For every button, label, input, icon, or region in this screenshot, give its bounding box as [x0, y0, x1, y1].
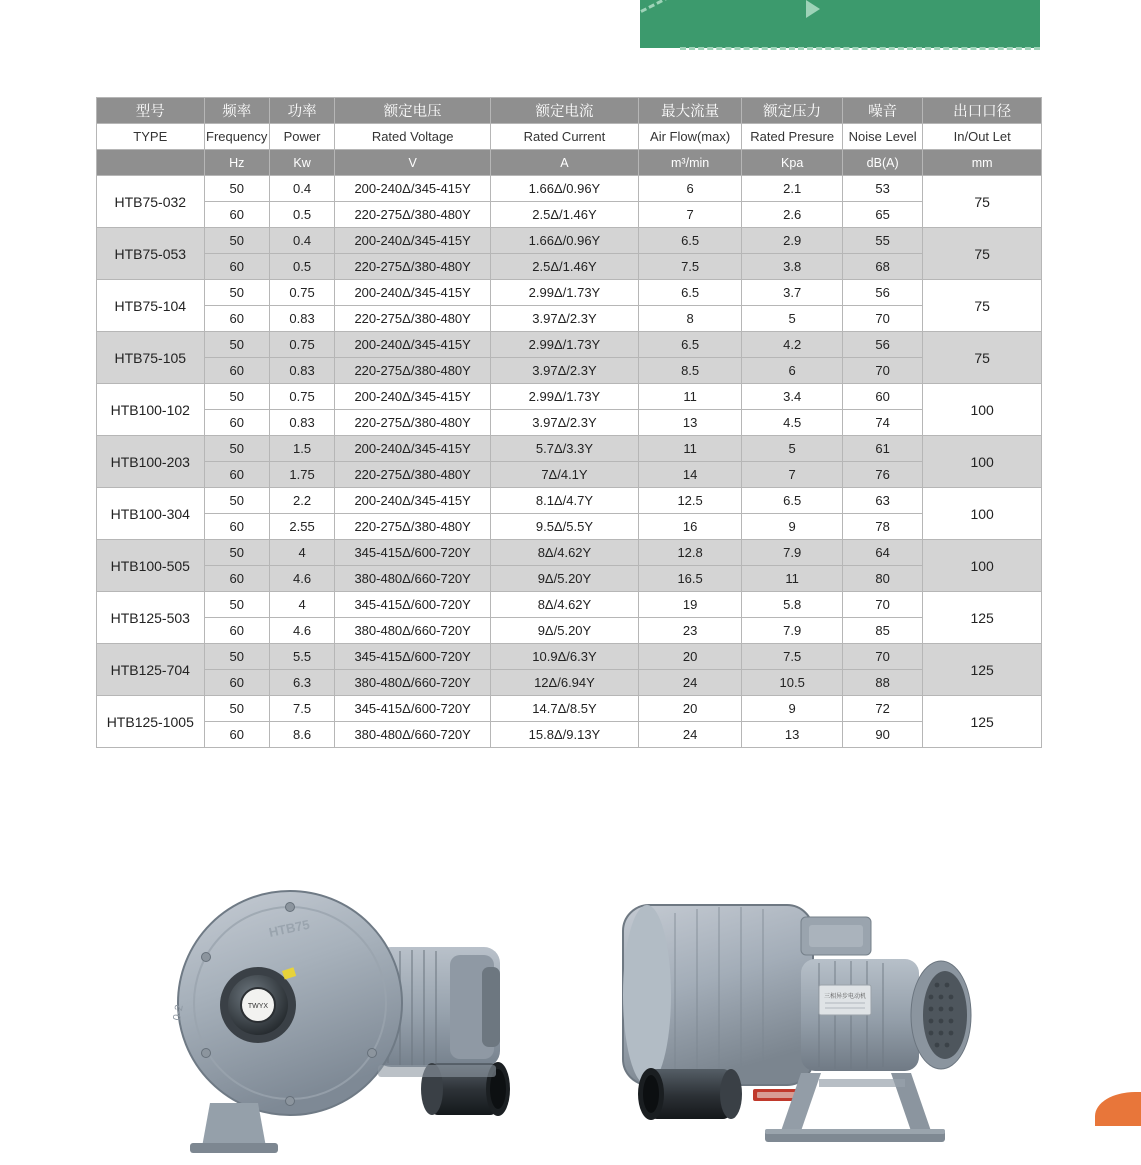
cell-pressure: 7.9	[742, 540, 843, 566]
cell-current: 12Δ/6.94Y	[491, 670, 639, 696]
left-blower-small-label: 0-2	[171, 1003, 186, 1022]
table-row	[97, 280, 1042, 306]
cell-noise: 68	[842, 254, 922, 280]
cell-airflow: 11	[638, 436, 742, 462]
table-row	[97, 176, 1042, 202]
cell-voltage: 345-415Δ/600-720Y	[335, 644, 491, 670]
cell-model: HTB100-203	[97, 436, 205, 488]
cell-frequency: 50	[204, 176, 269, 202]
cell-noise: 76	[842, 462, 922, 488]
cell-noise: 70	[842, 592, 922, 618]
header-unit-type	[97, 150, 205, 176]
cell-power: 0.75	[269, 332, 334, 358]
cell-voltage: 345-415Δ/600-720Y	[335, 696, 491, 722]
header-unit-current: A	[491, 150, 639, 176]
cell-airflow: 14	[638, 462, 742, 488]
cell-voltage: 200-240Δ/345-415Y	[335, 384, 491, 410]
cell-voltage: 380-480Δ/660-720Y	[335, 670, 491, 696]
banner-arrow-icon	[806, 0, 820, 18]
cell-pressure: 13	[742, 722, 843, 748]
cell-model: HTB100-304	[97, 488, 205, 540]
cell-current: 1.66Δ/0.96Y	[491, 176, 639, 202]
cell-noise: 65	[842, 202, 922, 228]
cell-noise: 53	[842, 176, 922, 202]
cell-frequency: 50	[204, 644, 269, 670]
cell-pressure: 4.5	[742, 410, 843, 436]
cell-pressure: 5	[742, 436, 843, 462]
cell-noise: 60	[842, 384, 922, 410]
table-row	[97, 540, 1042, 566]
cell-voltage: 200-240Δ/345-415Y	[335, 280, 491, 306]
cell-model: HTB75-105	[97, 332, 205, 384]
cell-noise: 56	[842, 280, 922, 306]
header-unit-voltage: V	[335, 150, 491, 176]
table-row	[97, 358, 1042, 384]
table-row	[97, 670, 1042, 696]
cell-pressure: 7	[742, 462, 843, 488]
table-row	[97, 566, 1042, 592]
cell-outlet: 100	[923, 540, 1042, 592]
cell-pressure: 3.4	[742, 384, 843, 410]
cell-frequency: 60	[204, 618, 269, 644]
cell-current: 3.97Δ/2.3Y	[491, 410, 639, 436]
table-row	[97, 202, 1042, 228]
cell-airflow: 19	[638, 592, 742, 618]
header-en-voltage: Rated Voltage	[335, 124, 491, 150]
cell-pressure: 6.5	[742, 488, 843, 514]
cell-model: HTB125-704	[97, 644, 205, 696]
cell-outlet: 75	[923, 176, 1042, 228]
cell-airflow: 23	[638, 618, 742, 644]
cell-current: 9.5Δ/5.5Y	[491, 514, 639, 540]
header-cn-frequency: 频率	[204, 98, 269, 124]
cell-voltage: 220-275Δ/380-480Y	[335, 254, 491, 280]
cell-power: 0.83	[269, 410, 334, 436]
cell-airflow: 8	[638, 306, 742, 332]
cell-voltage: 380-480Δ/660-720Y	[335, 722, 491, 748]
cell-frequency: 50	[204, 280, 269, 306]
cell-voltage: 345-415Δ/600-720Y	[335, 540, 491, 566]
table-row	[97, 514, 1042, 540]
cell-current: 2.5Δ/1.46Y	[491, 254, 639, 280]
table-row	[97, 384, 1042, 410]
table-row	[97, 254, 1042, 280]
cell-voltage: 200-240Δ/345-415Y	[335, 228, 491, 254]
cell-power: 4	[269, 592, 334, 618]
banner-green-panel	[640, 0, 1040, 48]
cell-power: 7.5	[269, 696, 334, 722]
cell-outlet: 75	[923, 280, 1042, 332]
cell-airflow: 16	[638, 514, 742, 540]
cell-airflow: 12.5	[638, 488, 742, 514]
cell-current: 2.99Δ/1.73Y	[491, 332, 639, 358]
cell-power: 8.6	[269, 722, 334, 748]
table-row	[97, 306, 1042, 332]
header-unit-frequency: Hz	[204, 150, 269, 176]
cell-voltage: 220-275Δ/380-480Y	[335, 202, 491, 228]
cell-frequency: 60	[204, 306, 269, 332]
cell-outlet: 100	[923, 384, 1042, 436]
cell-noise: 78	[842, 514, 922, 540]
table-row	[97, 228, 1042, 254]
cell-frequency: 60	[204, 514, 269, 540]
cell-noise: 72	[842, 696, 922, 722]
motor-nameplate-label: 三相异步电动机	[823, 994, 867, 1000]
cell-airflow: 16.5	[638, 566, 742, 592]
cell-voltage: 220-275Δ/380-480Y	[335, 514, 491, 540]
left-blower-model-label: HTB75	[267, 916, 311, 940]
cell-voltage: 220-275Δ/380-480Y	[335, 358, 491, 384]
cell-airflow: 20	[638, 696, 742, 722]
cell-voltage: 220-275Δ/380-480Y	[335, 306, 491, 332]
specification-table	[96, 97, 1042, 748]
cell-pressure: 2.1	[742, 176, 843, 202]
cell-current: 2.5Δ/1.46Y	[491, 202, 639, 228]
cell-model: HTB75-053	[97, 228, 205, 280]
cell-noise: 70	[842, 306, 922, 332]
cell-outlet: 75	[923, 228, 1042, 280]
cell-airflow: 6	[638, 176, 742, 202]
header-unit-airflow: m³/min	[638, 150, 742, 176]
cell-outlet: 100	[923, 488, 1042, 540]
cell-power: 0.5	[269, 202, 334, 228]
cell-voltage: 380-480Δ/660-720Y	[335, 618, 491, 644]
table-row	[97, 722, 1042, 748]
cell-pressure: 6	[742, 358, 843, 384]
table-header-row-english	[97, 124, 1042, 150]
cell-power: 2.2	[269, 488, 334, 514]
cell-frequency: 60	[204, 462, 269, 488]
cell-power: 4	[269, 540, 334, 566]
cell-power: 1.75	[269, 462, 334, 488]
table-row	[97, 696, 1042, 722]
cell-voltage: 200-240Δ/345-415Y	[335, 488, 491, 514]
header-en-airflow: Air Flow(max)	[638, 124, 742, 150]
cell-current: 8Δ/4.62Y	[491, 592, 639, 618]
cell-airflow: 12.8	[638, 540, 742, 566]
cell-noise: 90	[842, 722, 922, 748]
cell-power: 1.5	[269, 436, 334, 462]
cell-model: HTB100-505	[97, 540, 205, 592]
cell-airflow: 24	[638, 670, 742, 696]
header-en-type: TYPE	[97, 124, 205, 150]
cell-power: 0.5	[269, 254, 334, 280]
cell-airflow: 20	[638, 644, 742, 670]
right-blower-outlet-pipe	[638, 1068, 742, 1120]
cell-pressure: 3.8	[742, 254, 843, 280]
header-cn-current: 额定电流	[491, 98, 639, 124]
cell-power: 5.5	[269, 644, 334, 670]
cell-noise: 85	[842, 618, 922, 644]
product-photo-left-blower	[150, 875, 570, 1165]
cell-noise: 63	[842, 488, 922, 514]
cell-pressure: 2.6	[742, 202, 843, 228]
header-unit-pressure: Kpa	[742, 150, 843, 176]
cell-airflow: 7	[638, 202, 742, 228]
cell-frequency: 50	[204, 332, 269, 358]
cell-noise: 74	[842, 410, 922, 436]
cell-power: 0.83	[269, 306, 334, 332]
cell-frequency: 60	[204, 410, 269, 436]
cell-voltage: 220-275Δ/380-480Y	[335, 410, 491, 436]
header-cn-power: 功率	[269, 98, 334, 124]
cell-noise: 88	[842, 670, 922, 696]
cell-pressure: 5	[742, 306, 843, 332]
top-banner	[0, 0, 1141, 58]
cell-noise: 64	[842, 540, 922, 566]
cell-model: HTB125-1005	[97, 696, 205, 748]
header-unit-outlet: mm	[923, 150, 1042, 176]
cell-frequency: 60	[204, 254, 269, 280]
cell-outlet: 75	[923, 332, 1042, 384]
cell-airflow: 8.5	[638, 358, 742, 384]
cell-current: 8.1Δ/4.7Y	[491, 488, 639, 514]
cell-model: HTB125-503	[97, 592, 205, 644]
table-header-row-units	[97, 150, 1042, 176]
cell-pressure: 10.5	[742, 670, 843, 696]
specification-table-wrapper	[96, 97, 1042, 748]
cell-frequency: 50	[204, 592, 269, 618]
cell-airflow: 13	[638, 410, 742, 436]
cell-power: 0.75	[269, 384, 334, 410]
cell-frequency: 50	[204, 696, 269, 722]
cell-current: 10.9Δ/6.3Y	[491, 644, 639, 670]
header-en-outlet: In/Out Let	[923, 124, 1042, 150]
header-unit-noise: dB(A)	[842, 150, 922, 176]
banner-dash-line-2	[680, 47, 1040, 50]
cell-frequency: 50	[204, 228, 269, 254]
product-photo-area	[0, 855, 1141, 1155]
cell-pressure: 5.8	[742, 592, 843, 618]
table-row	[97, 332, 1042, 358]
header-cn-type: 型号	[97, 98, 205, 124]
cell-airflow: 24	[638, 722, 742, 748]
cell-frequency: 60	[204, 670, 269, 696]
cell-pressure: 11	[742, 566, 843, 592]
cell-model: HTB100-102	[97, 384, 205, 436]
header-en-noise: Noise Level	[842, 124, 922, 150]
cell-power: 0.4	[269, 176, 334, 202]
cell-noise: 70	[842, 358, 922, 384]
cell-frequency: 50	[204, 384, 269, 410]
cell-frequency: 60	[204, 202, 269, 228]
cell-frequency: 60	[204, 358, 269, 384]
header-en-pressure: Rated Presure	[742, 124, 843, 150]
cell-airflow: 6.5	[638, 332, 742, 358]
header-cn-noise: 噪音	[842, 98, 922, 124]
cell-voltage: 200-240Δ/345-415Y	[335, 436, 491, 462]
table-row	[97, 592, 1042, 618]
cell-current: 8Δ/4.62Y	[491, 540, 639, 566]
cell-noise: 55	[842, 228, 922, 254]
table-header-row-chinese	[97, 98, 1042, 124]
cell-frequency: 50	[204, 488, 269, 514]
cell-outlet: 100	[923, 436, 1042, 488]
cell-outlet: 125	[923, 696, 1042, 748]
cell-frequency: 60	[204, 566, 269, 592]
table-row	[97, 462, 1042, 488]
cell-current: 1.66Δ/0.96Y	[491, 228, 639, 254]
cell-airflow: 6.5	[638, 228, 742, 254]
table-row	[97, 436, 1042, 462]
table-row	[97, 410, 1042, 436]
cell-power: 4.6	[269, 566, 334, 592]
cell-current: 3.97Δ/2.3Y	[491, 306, 639, 332]
cell-pressure: 7.9	[742, 618, 843, 644]
cell-pressure: 7.5	[742, 644, 843, 670]
header-cn-voltage: 额定电压	[335, 98, 491, 124]
cell-outlet: 125	[923, 592, 1042, 644]
table-row	[97, 488, 1042, 514]
table-row	[97, 618, 1042, 644]
header-en-frequency: Frequency	[204, 124, 269, 150]
cell-voltage: 345-415Δ/600-720Y	[335, 592, 491, 618]
cell-power: 6.3	[269, 670, 334, 696]
cell-pressure: 3.7	[742, 280, 843, 306]
cell-power: 4.6	[269, 618, 334, 644]
header-cn-outlet: 出口口径	[923, 98, 1042, 124]
specification-table-body	[97, 176, 1042, 748]
cell-pressure: 4.2	[742, 332, 843, 358]
cell-noise: 80	[842, 566, 922, 592]
header-cn-airflow: 最大流量	[638, 98, 742, 124]
cell-pressure: 2.9	[742, 228, 843, 254]
header-unit-power: Kw	[269, 150, 334, 176]
cell-power: 0.83	[269, 358, 334, 384]
cell-pressure: 9	[742, 514, 843, 540]
cell-current: 9Δ/5.20Y	[491, 618, 639, 644]
cell-airflow: 7.5	[638, 254, 742, 280]
cell-power: 0.75	[269, 280, 334, 306]
cell-model: HTB75-032	[97, 176, 205, 228]
cell-current: 14.7Δ/8.5Y	[491, 696, 639, 722]
cell-voltage: 380-480Δ/660-720Y	[335, 566, 491, 592]
cell-airflow: 11	[638, 384, 742, 410]
cell-pressure: 9	[742, 696, 843, 722]
cell-noise: 56	[842, 332, 922, 358]
cell-voltage: 200-240Δ/345-415Y	[335, 332, 491, 358]
cell-current: 2.99Δ/1.73Y	[491, 384, 639, 410]
cell-outlet: 125	[923, 644, 1042, 696]
cell-noise: 61	[842, 436, 922, 462]
cell-current: 5.7Δ/3.3Y	[491, 436, 639, 462]
hub-brand-label: TWYX	[247, 1003, 269, 1010]
product-photo-right-blower	[605, 873, 1005, 1165]
cell-current: 7Δ/4.1Y	[491, 462, 639, 488]
cell-power: 0.4	[269, 228, 334, 254]
cell-current: 9Δ/5.20Y	[491, 566, 639, 592]
cell-current: 3.97Δ/2.3Y	[491, 358, 639, 384]
cell-current: 2.99Δ/1.73Y	[491, 280, 639, 306]
cell-model: HTB75-104	[97, 280, 205, 332]
header-cn-pressure: 额定压力	[742, 98, 843, 124]
cell-frequency: 50	[204, 436, 269, 462]
cell-current: 15.8Δ/9.13Y	[491, 722, 639, 748]
table-row	[97, 644, 1042, 670]
cell-frequency: 60	[204, 722, 269, 748]
cell-voltage: 200-240Δ/345-415Y	[335, 176, 491, 202]
header-en-power: Power	[269, 124, 334, 150]
cell-frequency: 50	[204, 540, 269, 566]
cell-airflow: 6.5	[638, 280, 742, 306]
cell-power: 2.55	[269, 514, 334, 540]
cell-noise: 70	[842, 644, 922, 670]
header-en-current: Rated Current	[491, 124, 639, 150]
cell-voltage: 220-275Δ/380-480Y	[335, 462, 491, 488]
